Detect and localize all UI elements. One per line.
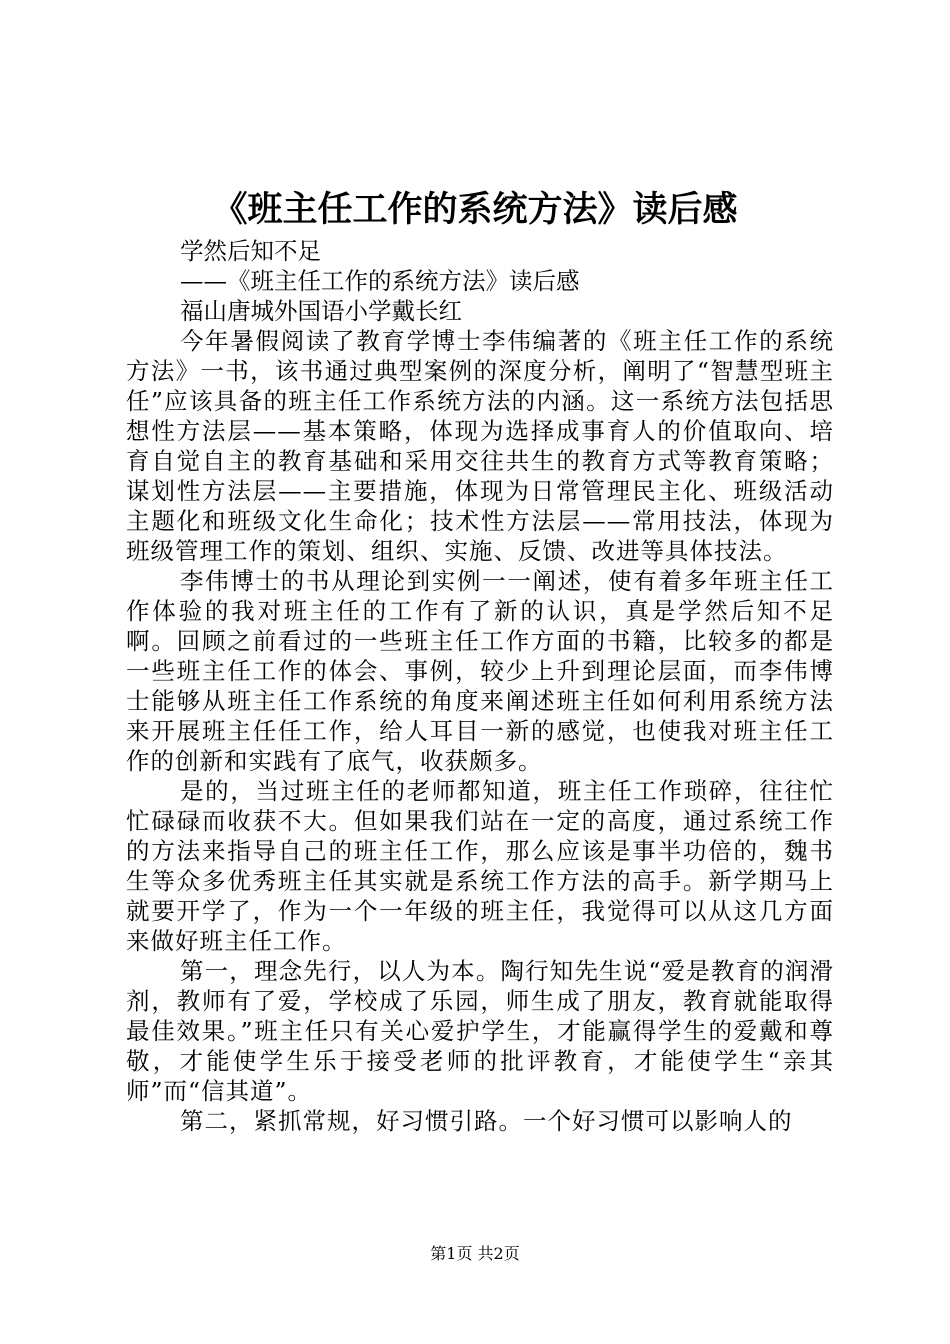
- paragraph: 是的，当过班主任的老师都知道，班主任工作琐碎，往往忙忙碌碌而收获不大。但如果我们站在一定的高度，通过系统工作的方法来指导自己的班主任工作，那么应该是事半功倍的，魏书生等众多优秀班主任其实就是系统工作方法的高手。新学期马上就要开学了，作为一个一年级的班主任，我觉得可以从这几方面来做好班主任工作。: [126, 777, 834, 955]
- subtitle-line: 学然后知不足: [180, 237, 321, 265]
- author-line: 福山唐城外国语小学戴长红: [180, 297, 462, 325]
- document-title: 《班主任工作的系统方法》读后感: [212, 189, 738, 230]
- page-footer: 第1页 共2页: [430, 1244, 520, 1263]
- document-body: [126, 236, 834, 1136]
- paragraph: 李伟博士的书从理论到实例一一阐述，使有着多年班主任工作体验的我对班主任的工作有了新的认识，真是学然后知不足啊。回顾之前看过的一些班主任工作方面的书籍，比较多的都是一些班主任工作的体会、事例，较少上升到理论层面，而李伟博士能够从班主任工作系统的角度来阐述班主任如何利用系统方法来开展班主任任工作，给人耳目一新的感觉，也使我对班主任工作的创新和实践有了底气，收获颇多。: [126, 567, 834, 775]
- subtitle-book-line: ——《班主任工作的系统方法》读后感: [180, 267, 580, 295]
- paragraph: 第二，紧抓常规，好习惯引路。一个好习惯可以影响人的: [180, 1107, 793, 1135]
- paragraph: 今年暑假阅读了教育学博士李伟编著的《班主任工作的系统方法》一书，该书通过典型案例的深度分析，阐明了“智慧型班主任”应该具备的班主任工作系统方法的内涵。这一系统方法包括思想性方法层——基本策略，体现为选择成事育人的价值取向、培育自觉自主的教育基础和采用交往共生的教育方式等教育策略；谋划性方法层——主要措施，体现为日常管理民主化、班级活动主题化和班级文化生命化；技术性方法层——常用技法，体现为班级管理工作的策划、组织、实施、反馈、改进等具体技法。: [126, 327, 834, 565]
- paragraph: 第一，理念先行，以人为本。陶行知先生说“爱是教育的润滑剂，教师有了爱，学校成了乐园，师生成了朋友，教育就能取得最佳效果。”班主任只有关心爱护学生，才能赢得学生的爱戴和尊敬，才能使学生乐于接受老师的批评教育，才能使学生“亲其师”而“信其道”。: [126, 957, 834, 1105]
